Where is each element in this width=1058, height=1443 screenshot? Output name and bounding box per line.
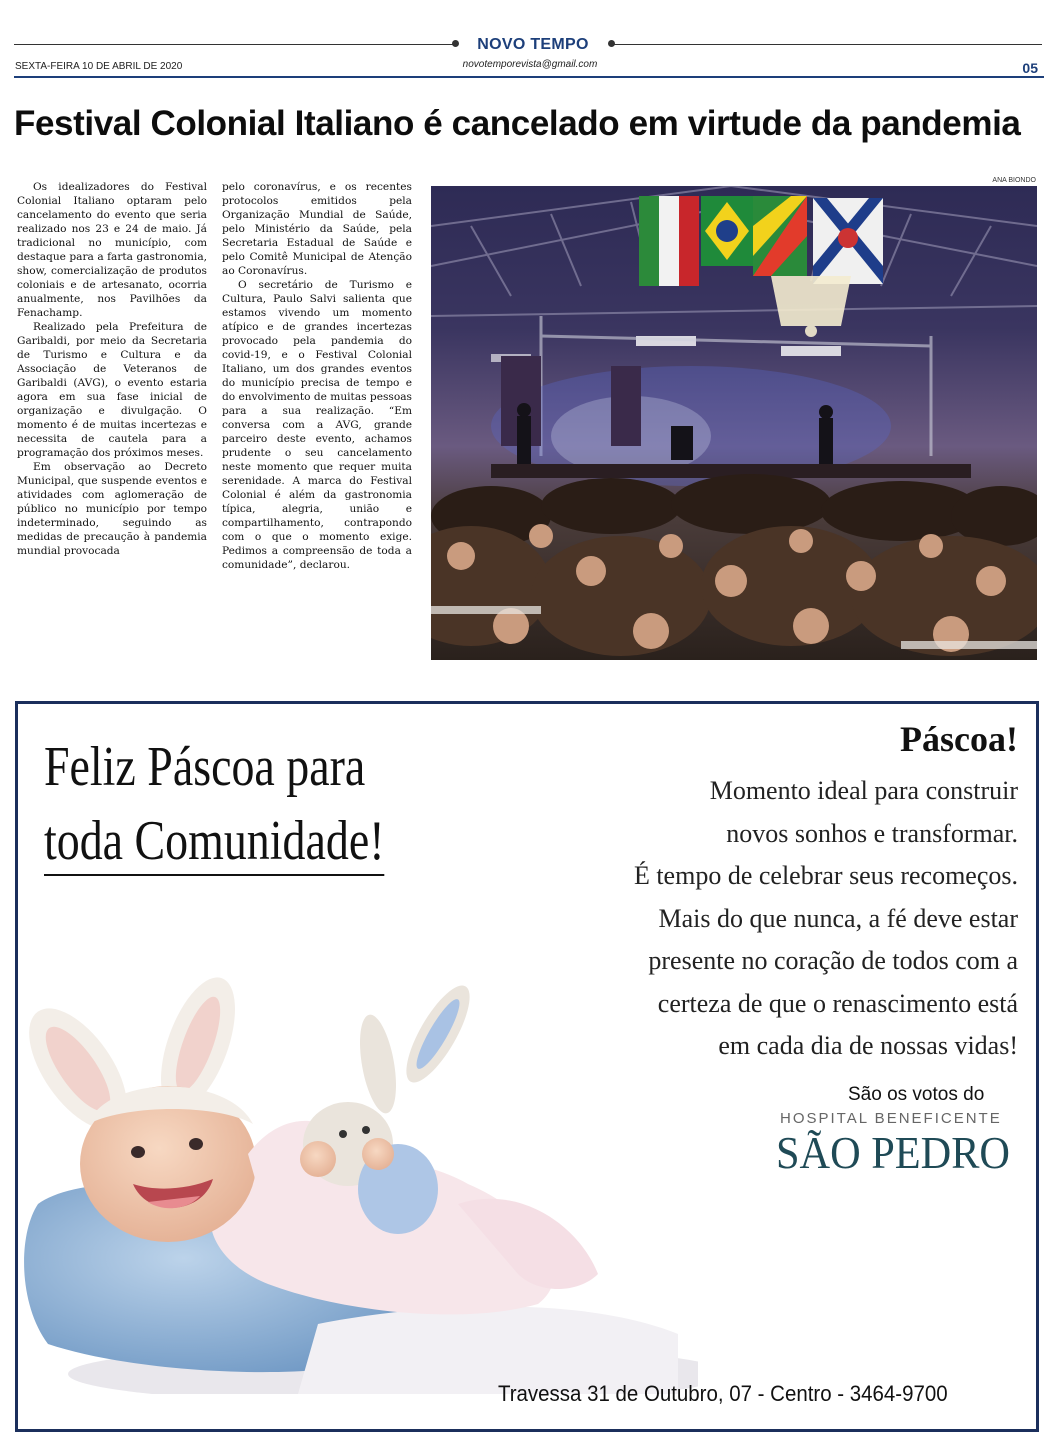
ad-message-line: Mais do que nunca, a fé deve estar xyxy=(658,903,1018,933)
festival-photo xyxy=(431,186,1037,660)
festival-photo-illustration xyxy=(431,186,1037,660)
ad-message-line: Momento ideal para construir xyxy=(709,776,1018,805)
newspaper-title: NOVO TEMPO xyxy=(477,36,589,53)
ad-headline xyxy=(44,730,413,878)
ad-message-line: em cada dia de nossas vidas! xyxy=(718,1031,1018,1060)
hospital-name: SÃO PEDRO xyxy=(776,1127,1010,1178)
article-column-1 xyxy=(17,180,207,558)
paragraph: Em observação ao Decreto Municipal, que suspende eventos e atividades com aglomeração de público no município por tempo indeterminado, seguindo as medidas de precaução à pandemia mundial provocada xyxy=(17,461,207,557)
paragraph: Os idealizadores do Festival Colonial Italiano optaram pelo cancelamento do evento que seria realizado nos 23 e 24 de maio. Já tradicional no município, com destaque para a farta gastronomia, show, comercialização de produtos coloniais e de artesanato, ocorria anualmente, nos Pavilhões da Fenachamp. xyxy=(17,181,207,319)
paragraph: pelo coronavírus, e os recentes protocolos emitidos pela Organização Mundial de Saúde, pelo Ministério da Saúde, pela Secretaria Estadual de Saúde e pelo Comitê Municipal de Atenção ao Coronavírus. xyxy=(222,181,412,277)
page-number: 05 xyxy=(1022,60,1038,76)
article-headline: Festival Colonial Italiano é cancelado em virtude da pandemia xyxy=(14,104,1021,143)
paragraph: Realizado pela Prefeitura de Garibaldi, por meio da Secretaria de Turismo e Cultura e da Associação de Veteranos de Garibaldi (AVG), o evento estaria agora em sua fase inicial de organização e divulgação. O momento é de muitas incertezas e necessita de cautela para a programação dos próximos meses. xyxy=(17,321,207,459)
masthead-rule-right xyxy=(612,44,1042,45)
ad-pascoa-title: Páscoa! xyxy=(900,719,1018,759)
ad-message-line: novos sonhos e transformar. xyxy=(726,818,1018,848)
paragraph: O secretário de Turismo e Cultura, Paulo Salvi salienta que estamos vivendo um momento atípico e de grandes incertezas provocado pela pandemia do covid-19, e o Festival Colonial Italiano, um dos grandes eventos do município precisa de tempo e do envolvimento de muitas pessoas para a sua realização. “Em conversa com a AVG, grande parceiro deste evento, achamos prudente o seu cancelamento neste momento que requer muita serenidade. A marca do Festival Colonial é além da gastronomia típica, alegria, união e compartilhamento, contrapondo com o que o momento exige. Pedimos a compreensão de toda a comunidade”, declarou. xyxy=(222,279,412,571)
ad-votos-text: São os votos do xyxy=(848,1084,985,1105)
hospital-subtitle: HOSPITAL BENEFICENTE xyxy=(780,1110,1002,1127)
issue-date: SEXTA-FEIRA 10 DE ABRIL DE 2020 xyxy=(15,61,183,72)
hospital-address: Travessa 31 de Outubro, 07 - Centro - 3464-9700 xyxy=(498,1381,948,1406)
ad-message-line: certeza de que o renascimento está xyxy=(657,988,1018,1018)
ad-message-line: É tempo de celebrar seus recomeços. xyxy=(633,861,1018,890)
baby-bunny-illustration xyxy=(18,974,698,1394)
photo-credit: ANA BIONDO xyxy=(992,177,1036,184)
flags xyxy=(639,196,883,286)
masthead-dot-left xyxy=(452,40,459,47)
ad-message-line: presente no coração de todos com a xyxy=(648,946,1018,975)
masthead-rule-left xyxy=(14,44,454,45)
ad-headline-line-2: toda Comunidade! xyxy=(44,808,385,876)
easter-advertisement xyxy=(15,701,1039,1432)
header-rule xyxy=(14,76,1044,78)
ad-headline-line-1: Feliz Páscoa para xyxy=(44,736,366,798)
contact-email: novotemporevista@gmail.com xyxy=(462,59,598,70)
article-column-2 xyxy=(222,180,412,572)
